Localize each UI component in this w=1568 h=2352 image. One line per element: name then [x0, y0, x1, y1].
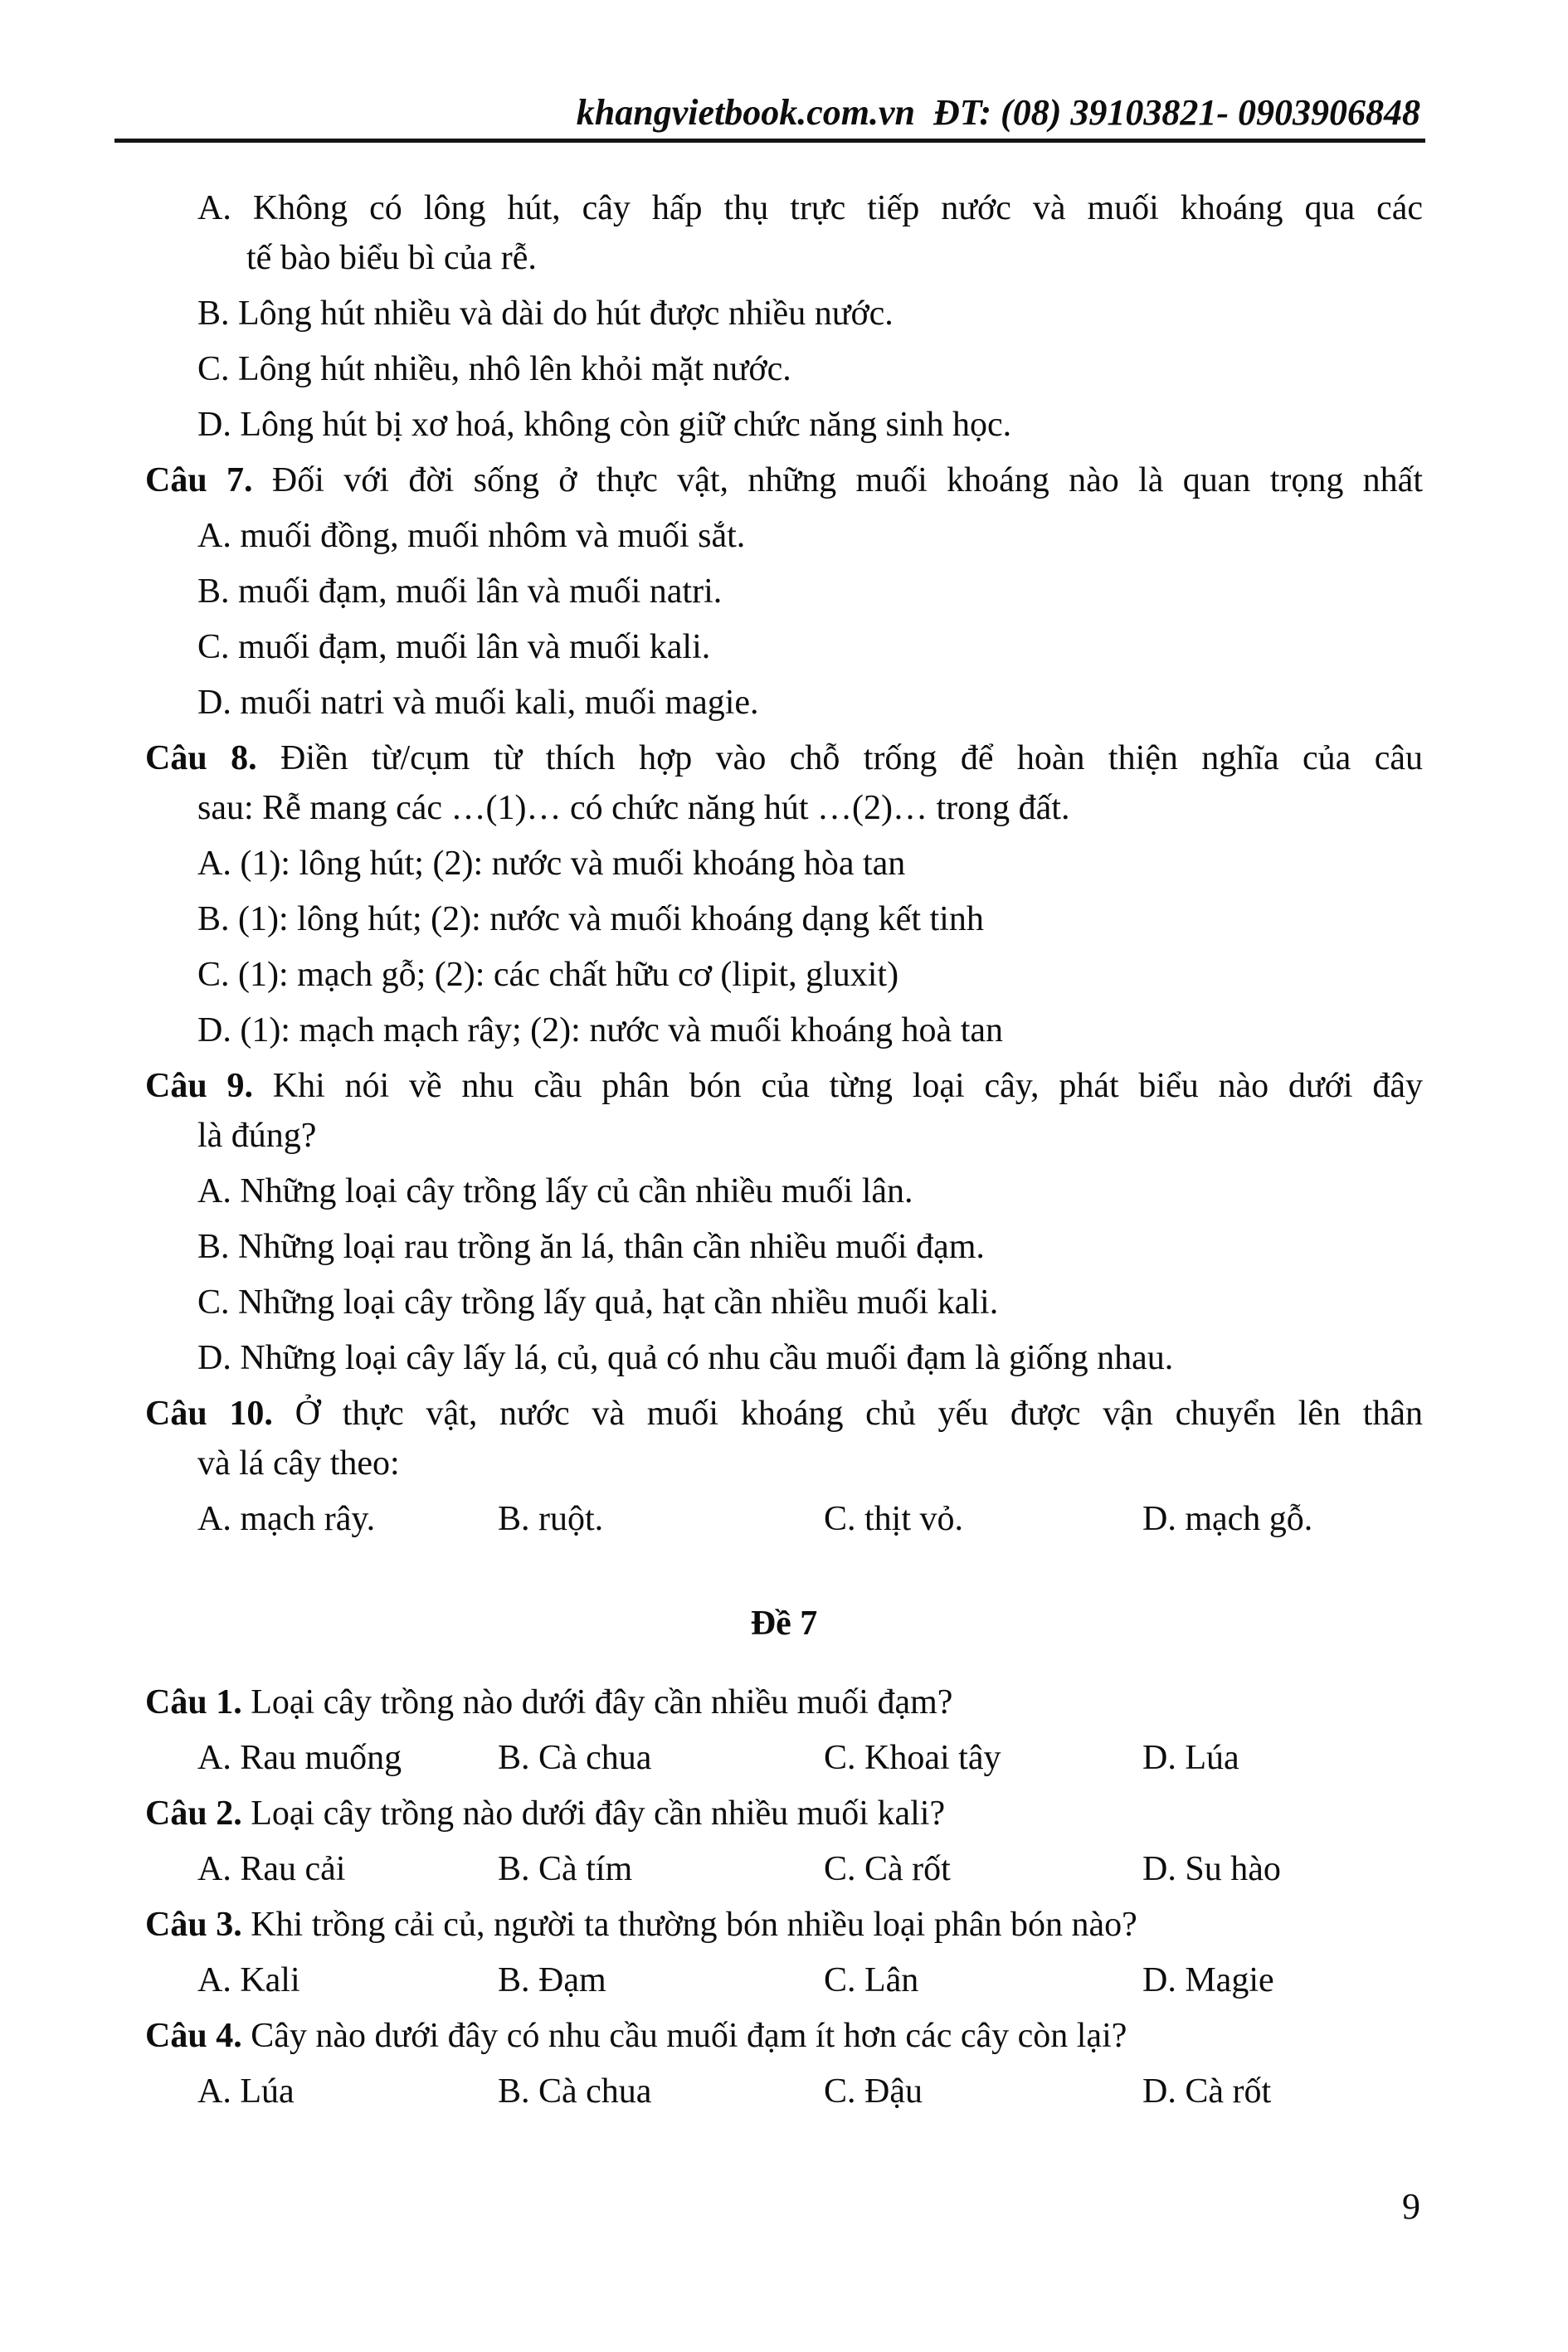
answer-row [197, 1733, 1423, 1783]
answer-row [197, 1494, 1423, 1544]
header-divider [114, 139, 1425, 143]
answer-option: C. thịt vỏ. [824, 1500, 964, 1538]
answer-line: A. (1): lông hút; (2): nước và muối khoáng hòa tan [197, 845, 906, 883]
answer-option: B. Cà chua [498, 1739, 652, 1777]
question-line: Câu 4. Cây nào dưới đây có nhu cầu muối đạm ít hơn các cây còn lại? [145, 2017, 1127, 2055]
answer-line: D. Lông hút bị xơ hoá, không còn giữ chức năng sinh học. [197, 406, 1012, 444]
question-number: Câu 9. [145, 1067, 253, 1105]
question-line: Câu 1. Loại cây trồng nào dưới đây cần nhiều muối đạm? [145, 1683, 953, 1721]
answer-option: C. Đậu [824, 2072, 923, 2111]
question-line: Câu 2. Loại cây trồng nào dưới đây cần nhiều muối kali? [145, 1794, 946, 1833]
question-number: Câu 4. [145, 2017, 242, 2055]
question-line: Câu 10. Ở thực vật, nước và muối khoáng chủ yếu được vận chuyển lên thân [145, 1395, 1423, 1433]
answer-option: C. Lân [824, 1961, 919, 1999]
answer-line: C. (1): mạch gỗ; (2): các chất hữu cơ (lipit, gluxit) [197, 956, 899, 994]
answer-option: A. Rau cải [197, 1850, 346, 1888]
page-header [577, 88, 1420, 138]
answer-option: B. Cà tím [498, 1850, 633, 1888]
answer-option: A. Rau muống [197, 1739, 402, 1777]
question-number: Câu 1. [145, 1683, 242, 1721]
header-site-url: khangvietbook.com.vn [576, 92, 915, 133]
answer-option: B. Cà chua [498, 2072, 652, 2111]
continuation-line: là đúng? [197, 1117, 317, 1155]
document-body [145, 178, 1423, 2116]
question-number: Câu 2. [145, 1794, 242, 1833]
answer-line: A. Những loại cây trồng lấy củ cần nhiều muối lân. [197, 1172, 913, 1210]
answer-option: A. Kali [197, 1961, 300, 1999]
question-line: Câu 7. Đối với đời sống ở thực vật, những muối khoáng nào là quan trọng nhất [145, 461, 1423, 499]
answer-line: D. muối natri và muối kali, muối magie. [197, 684, 759, 722]
question-line: Câu 3. Khi trồng cải củ, người ta thường bón nhiều loại phân bón nào? [145, 1906, 1137, 1944]
answer-option: C. Cà rốt [824, 1850, 951, 1888]
question-number: Câu 7. [145, 461, 253, 499]
continuation-line: và lá cây theo: [197, 1444, 400, 1483]
answer-option: A. Lúa [197, 2072, 295, 2111]
continuation-line: tế bào biểu bì của rễ. [246, 239, 537, 277]
answer-line: B. muối đạm, muối lân và muối natri. [197, 572, 723, 611]
question-line: Câu 8. Điền từ/cụm từ thích hợp vào chỗ trống để hoàn thiện nghĩa của câu [145, 739, 1423, 777]
answer-line: D. (1): mạch mạch rây; (2): nước và muối khoáng hoà tan [197, 1011, 1004, 1049]
answer-line: B. Những loại rau trồng ăn lá, thân cần nhiều muối đạm. [197, 1228, 985, 1266]
answer-option: A. mạch rây. [197, 1500, 376, 1538]
answer-option: D. Su hào [1142, 1850, 1281, 1888]
answer-option: D. mạch gỗ. [1142, 1500, 1313, 1538]
answer-option: D. Magie [1142, 1961, 1274, 1999]
question-number: Câu 3. [145, 1906, 242, 1944]
answer-line: C. Lông hút nhiều, nhô lên khỏi mặt nước. [197, 350, 791, 388]
question-number: Câu 10. [145, 1395, 273, 1433]
question-number: Câu 8. [145, 739, 257, 777]
header-phone: ĐT: (08) 39103821- 0903906848 [933, 92, 1420, 133]
answer-option: D. Cà rốt [1142, 2072, 1272, 2111]
answer-option: B. Đạm [498, 1961, 606, 1999]
answer-line: B. Lông hút nhiều và dài do hút được nhiều nước. [197, 295, 894, 333]
answer-line: A. Không có lông hút, cây hấp thụ trực tiếp nước và muối khoáng qua các [197, 189, 1423, 227]
answer-line: B. (1): lông hút; (2): nước và muối khoáng dạng kết tinh [197, 900, 984, 938]
answer-line: D. Những loại cây lấy lá, củ, quả có nhu cầu muối đạm là giống nhau. [197, 1339, 1174, 1377]
page-number: 9 [1402, 2186, 1420, 2227]
answer-option: C. Khoai tây [824, 1739, 1001, 1777]
section-heading: Đề 7 [750, 1605, 818, 1643]
answer-option: B. ruột. [498, 1500, 604, 1538]
answer-line: C. Những loại cây trồng lấy quả, hạt cần nhiều muối kali. [197, 1283, 999, 1322]
answer-row [197, 2067, 1423, 2116]
answer-line: C. muối đạm, muối lân và muối kali. [197, 628, 711, 666]
continuation-line: sau: Rễ mang các …(1)… có chức năng hút …(2)… trong đất. [197, 789, 1070, 827]
answer-row [197, 1844, 1423, 1894]
answer-line: A. muối đồng, muối nhôm và muối sắt. [197, 517, 746, 555]
answer-option: D. Lúa [1142, 1739, 1239, 1777]
answer-row [197, 1955, 1423, 2005]
question-line: Câu 9. Khi nói về nhu cầu phân bón của từng loại cây, phát biểu nào dưới đây [145, 1067, 1423, 1105]
